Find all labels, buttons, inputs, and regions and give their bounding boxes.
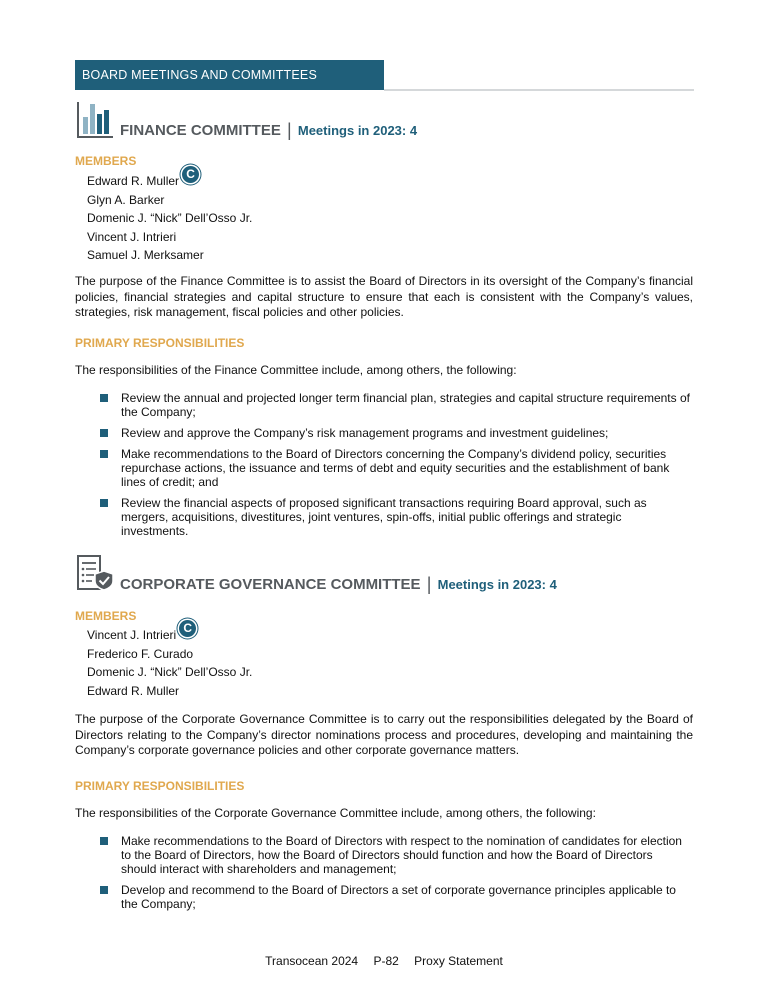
bullet-square-icon <box>100 394 108 402</box>
responsibility-item <box>100 391 690 419</box>
member-name: Domenic J. “Nick” Dell’Osso Jr. <box>87 665 253 680</box>
responsibility-text: Develop and recommend to the Board of Directors a set of corporate governance principles applicable to the Company; <box>121 883 676 911</box>
bar-chart-icon <box>76 100 114 138</box>
member-item <box>87 191 252 210</box>
page-footer <box>0 954 768 968</box>
governance-committee-title <box>120 573 557 594</box>
governance-members-label: MEMBERS <box>75 609 137 623</box>
finance-responsibilities-list <box>100 391 690 538</box>
governance-responsibilities-list <box>100 834 690 911</box>
header-rule <box>384 89 694 91</box>
member-name: Vincent J. Intrieri <box>87 229 177 244</box>
governance-document-shield-icon <box>76 554 116 592</box>
governance-members-list <box>87 621 253 700</box>
member-name: Edward R. Muller <box>87 174 180 188</box>
chair-badge-icon: C <box>179 620 196 637</box>
finance-members-list <box>87 167 253 265</box>
footer-document: Proxy Statement <box>414 954 503 968</box>
finance-committee-name: FINANCE COMMITTEE <box>120 122 281 139</box>
responsibility-text: Make recommendations to the Board of Directors with respect to the nomination of candidates for election to the Board of Directors, how the Board of Directors should function and how the Board of Directors should interact with shareholders and management; <box>121 834 682 876</box>
finance-responsibilities-intro: The responsibilities of the Finance Committee include, among others, the following: <box>75 363 517 377</box>
member-item <box>87 682 252 701</box>
member-name: Frederico F. Curado <box>87 646 194 661</box>
member-item <box>87 663 252 682</box>
title-separator: | <box>426 574 432 594</box>
responsibility-text: Make recommendations to the Board of Directors concerning the Company’s dividend policy, securities repurchase actions, the issuance and terms of debt and equity securities and the establishment of bank lines of credit; and <box>121 447 670 489</box>
governance-responsibilities-label: PRIMARY RESPONSIBILITIES <box>75 779 245 793</box>
member-name: Glyn A. Barker <box>87 192 165 207</box>
finance-committee-title <box>120 119 417 140</box>
member-item <box>87 246 252 265</box>
chair-badge-icon: C <box>182 166 199 183</box>
finance-members-label: MEMBERS <box>75 154 137 168</box>
bullet-square-icon <box>100 429 108 437</box>
finance-meetings: Meetings in 2023: 4 <box>297 123 418 138</box>
member-name: Domenic J. “Nick” Dell’Osso Jr. <box>87 211 253 226</box>
responsibility-item <box>100 834 690 876</box>
governance-meetings: Meetings in 2023: 4 <box>437 577 557 592</box>
member-name: Samuel J. Merksamer <box>87 248 204 263</box>
footer-company: Transocean 2024 <box>265 954 359 968</box>
responsibility-text: Review the annual and projected longer term financial plan, strategies and capital structure requirements of the Company; <box>121 391 690 419</box>
responsibility-item <box>100 426 690 440</box>
finance-responsibilities-label: PRIMARY RESPONSIBILITIES <box>75 336 245 350</box>
governance-responsibilities-intro: The responsibilities of the Corporate Governance Committee include, among others, the following: <box>75 806 596 820</box>
member-item <box>87 621 252 645</box>
bullet-square-icon <box>100 886 108 894</box>
governance-purpose: The purpose of the Corporate Governance Committee is to carry out the responsibilities delegated by the Board of Directors relating to the Company’s director nominations process and procedures, developing and maintaining the Company’s corporate governance policies and other corporate governance matters. <box>75 712 693 758</box>
title-separator: | <box>287 120 292 140</box>
responsibility-item <box>100 496 690 538</box>
responsibility-item <box>100 447 690 489</box>
member-item <box>87 228 252 247</box>
member-name: Edward R. Muller <box>87 683 180 698</box>
responsibility-text: Review the financial aspects of proposed significant transactions requiring Board approval, such as mergers, acquisitions, divestitures, joint ventures, spin-offs, initial public offerings and strategic investments. <box>121 496 647 538</box>
bullet-square-icon <box>100 837 108 845</box>
finance-purpose: The purpose of the Finance Committee is to assist the Board of Directors in its oversight of the Company’s financial policies, financial strategies and capital structure to ensure that each is consistent with the Company’s values, strategies, risk management, fiscal policies and other policies. <box>75 274 693 320</box>
footer-page-number: P-82 <box>373 954 399 968</box>
member-item <box>87 209 252 228</box>
bullet-square-icon <box>100 499 108 507</box>
member-item <box>87 645 252 664</box>
governance-committee-name: CORPORATE GOVERNANCE COMMITTEE <box>120 576 421 593</box>
member-name: Vincent J. Intrieri <box>87 628 177 642</box>
member-item <box>87 167 252 191</box>
bullet-square-icon <box>100 450 108 458</box>
responsibility-item <box>100 883 690 911</box>
responsibility-text: Review and approve the Company’s risk management programs and investment guidelines; <box>121 426 609 440</box>
section-header: BOARD MEETINGS AND COMMITTEES <box>75 60 384 90</box>
